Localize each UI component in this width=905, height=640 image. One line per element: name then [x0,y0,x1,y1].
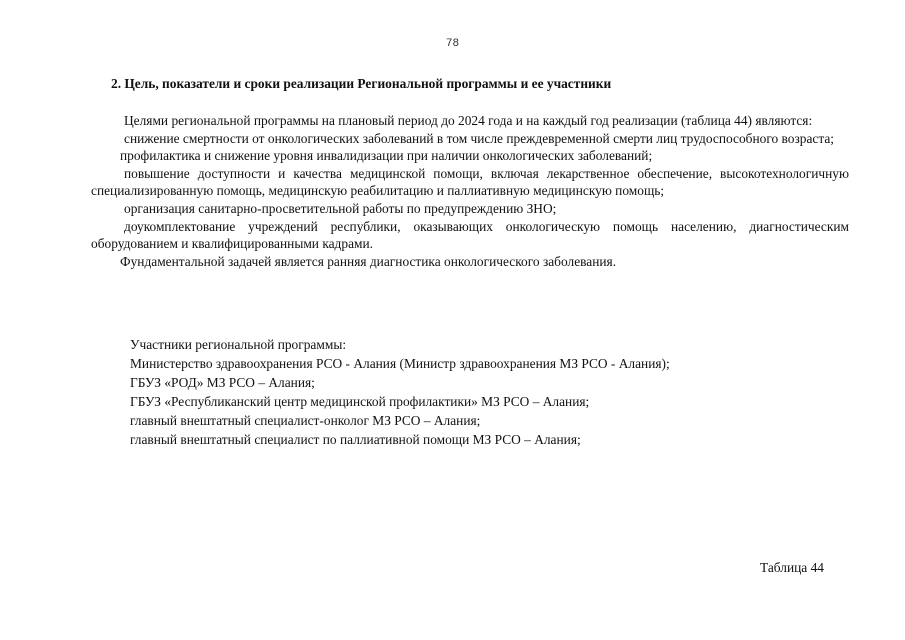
participant-item: главный внештатный специалист-онколог МЗ РСО – Алания; [130,413,481,428]
fundamental-task: Фундаментальной задачей является ранняя диагностика онкологического заболевания. [120,253,617,269]
goal-item: профилактика и снижение уровня инвалидизации при наличии онкологических заболеваний; [120,148,653,164]
participants-section [130,335,830,449]
participant-item: ГБУЗ «РОД» МЗ РСО – Алания; [130,375,315,390]
goal-item: снижение смертности от онкологических заболеваний в том числе преждевременной смерти лиц трудоспособного возраста; [124,130,835,146]
participant-item: Министерство здравоохранения РСО - Алания (Министр здравоохранения МЗ РСО - Алания); [130,356,670,371]
participant-item: главный внештатный специалист по паллиативной помощи МЗ РСО – Алания; [130,432,581,447]
participants-title: Участники региональной программы: [130,337,347,352]
goals-intro: Целями региональной программы на плановый период до 2024 года и на каждый год реализации (таблица 44) являются: [124,113,813,128]
goal-item: организация санитарно-просветительной работы по предупреждению ЗНО; [124,200,557,216]
goal-item: повышение доступности и качества медицинской помощи, включая лекарственное обеспечение, высокотехнологичную специализированную помощь, медицинскую реабилитацию и паллиативную медицинскую помощь; [91,165,849,199]
section-heading: 2. Цель, показатели и сроки реализации Региональной программы и ее участники [111,76,612,91]
page-number: 78 [445,38,460,50]
goals-section [91,112,849,270]
table-caption: Таблица 44 [760,560,824,575]
participant-item: ГБУЗ «Республиканский центр медицинской профилактики» МЗ РСО – Алания; [130,394,590,409]
goal-item: доукомплектование учреждений республики, оказывающих онкологическую помощь населению, диагностическим оборудованием и квалифицированными кадрами. [91,218,849,252]
